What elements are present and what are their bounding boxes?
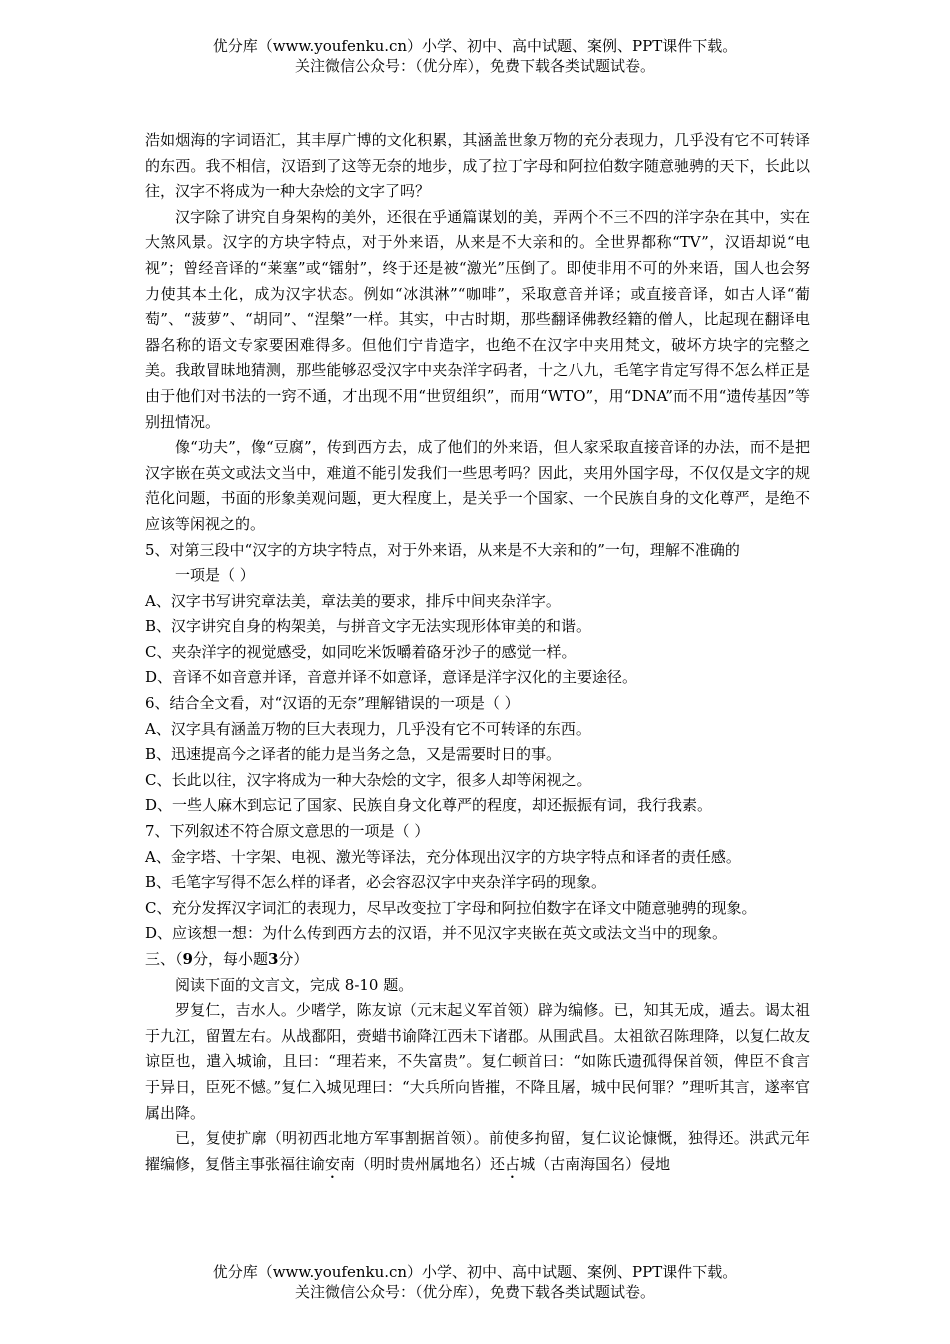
header-line-2: 关注微信公众号：（优分库），免费下载各类试题试卷。 — [294, 57, 655, 75]
question-5-option-c: C、夹杂洋字的视觉感受，如同吃米饭嚼着硌牙沙子的感觉一样。 — [145, 642, 577, 661]
header-line-1: 优分库（www.youfenku.cn）小学、初中、高中试题、案例、PPT课件下载。 — [212, 37, 738, 55]
footer-line-1: 优分库（www.youfenku.cn）小学、初中、高中试题、案例、PPT课件下载。 — [212, 1263, 738, 1281]
question-7-option-d: D、应该想一想：为什么传到西方去的汉语，并不见汉字夹嵌在英文或法文当中的现象。 — [145, 924, 728, 943]
section-3-instruction: 阅读下面的文言文，完成 8-10 题。 — [175, 975, 414, 994]
question-7-option-a: A、金字塔、十字架、电视、激光等译法，充分体现出汉字的方块字特点和译者的责任感。 — [145, 847, 741, 866]
footer-line-2: 关注微信公众号：（优分库），免费下载各类试题试卷。 — [294, 1283, 655, 1301]
classical-paragraph-2 — [145, 1126, 810, 1182]
question-6-stem: 6、结合全文看，对“汉语的无奈”理解错误的一项是（ ） — [145, 694, 520, 713]
question-6-option-a: A、汉字具有涵盖万物的巨大表现力，几乎没有它不可转译的东西。 — [145, 719, 591, 738]
classical-p2-part-a: 已，复使扩廓（明初西北地方军事割据首领）。前使多拘留，复仁议论慷慨，独得还。洪武元年擢编修，复偕主事张福往谕 — [145, 1129, 810, 1173]
question-5-stem-cont: 一项是（ ） — [175, 566, 255, 585]
question-6-option-b: B、迅速提高今之译者的能力是当务之急，又是需要时日的事。 — [145, 745, 562, 764]
passage-paragraph-2: 汉字除了讲究自身架构的美外，还很在乎通篇谋划的美，弄两个不三不四的洋字杂在其中，实在大煞风景。汉字的方块字特点，对于外来语，从来是不大亲和的。全世界都称“TV”，汉语却说“电视”；曾经音译的“莱塞”或“镭射”，终于还是被“激光”压倒了。即使非用不可的外来语，国人也会努力使其本土化，成为汉字状态。例如“冰淇淋”“咖啡”，采取意音并译；或直接音译，如古人译“葡萄”、“菠萝”、“胡同”、“涅槃”一样。其实，中古时期，那些翻译佛教经籍的僧人，比起现在翻译电器名称的语文专家要困难得多。但他们宁肯造字，也绝不在汉字中夹用梵文，破坏方块字的完整之美。我敢冒昧地猜测，那些能够忍受汉字中夹杂洋字码者，十之八九，毛笔字肯定写得不怎么样正是由于他们对书法的一窍不通，才出现不用“世贸组织”，而用“WTO”，用“DNA”而不用“遗传基因”等别扭情况。 — [145, 207, 810, 431]
section-3-mid: 分，每小题 — [192, 950, 268, 968]
document-body — [145, 128, 810, 1182]
question-7-stem: 7、下列叙述不符合原文意思的一项是（ ） — [145, 822, 430, 841]
classical-p2-part-b: 南（明时贵州属地名）还 — [340, 1154, 506, 1173]
page-header — [0, 36, 950, 76]
question-6-option-d: D、一些人麻木到忘记了国家、民族自身文化尊严的程度，却还振振有词，我行我素。 — [145, 796, 713, 815]
question-6-option-c: C、长此以往，汉字将成为一种大杂烩的文字，很多人却等闲视之。 — [145, 770, 592, 789]
section-3-points: 9 — [182, 950, 193, 968]
question-7-option-b: B、毛笔字写得不怎么样的译者，必会容忍汉字中夹杂洋字码的现象。 — [145, 873, 607, 892]
page-footer — [0, 1262, 950, 1302]
passage-paragraph-1: 浩如烟海的字词语汇，其丰厚广博的文化积累，其涵盖世象万物的充分表现力，几乎没有它不可转译的东西。我不相信，汉语到了这等无奈的地步，成了拉丁字母和阿拉伯数字随意驰骋的天下，长此以往，汉字不将成为一种大杂烩的文字了吗？ — [145, 131, 810, 201]
question-7-option-c: C、充分发挥汉字词汇的表现力，尽早改变拉丁字母和阿拉伯数字在译文中随意驰骋的现象。 — [145, 898, 757, 917]
question-5-option-b: B、汉字讲究自身的构架美，与拼音文字无法实现形体审美的和谐。 — [145, 617, 592, 636]
classical-paragraph-1: 罗复仁，吉水人。少嗜学，陈友谅（元末起义军首领）辟为编修。已，知其无成，遁去。谒太祖于九江，留置左右。从战鄱阳，赍蜡书谕降江西未下诸郡。从围武昌。太祖欲召陈理降，以复仁故友谅臣也，遣入城谕，且曰：“理若来，不失富贵”。复仁顿首曰：“如陈氏遗孤得保首领，俾臣不食言于异日，臣死不憾。”复仁入城见理曰：“大兵所向皆摧，不降且屠，城中民何罪？”理听其言，遂率官属出降。 — [145, 1001, 810, 1122]
emphasis-mark-an: 安 — [325, 1154, 341, 1173]
section-3-prefix: 三、（ — [145, 950, 183, 968]
section-3-each: 3 — [267, 950, 279, 968]
section-3-heading — [145, 947, 810, 973]
question-5-stem: 5、对第三段中“汉字的方块字特点，对于外来语，从来是不大亲和的”一句，理解不准确的 — [145, 540, 740, 559]
emphasis-mark-zhan: 占 — [505, 1154, 521, 1173]
section-3-suffix: 分） — [278, 950, 309, 968]
passage-paragraph-3: 像“功夫”，像“豆腐”，传到西方去，成了他们的外来语，但人家采取直接音译的办法，而不是把汉字嵌在英文或法文当中，难道不能引发我们一些思考吗？因此，夹用外国字母，不仅仅是文字的规范化问题，书面的形象美观问题，更大程度上，是关乎一个国家、一个民族自身的文化尊严，是绝不应该等闲视之的。 — [145, 438, 810, 533]
classical-p2-part-c: 城（古南海国名）侵地 — [520, 1154, 671, 1173]
question-5-option-d: D、音译不如音意并译，音意并译不如意译，意译是洋字汉化的主要途径。 — [145, 668, 638, 687]
question-5-option-a: A、汉字书写讲究章法美，章法美的要求，排斥中间夹杂洋字。 — [145, 591, 561, 610]
